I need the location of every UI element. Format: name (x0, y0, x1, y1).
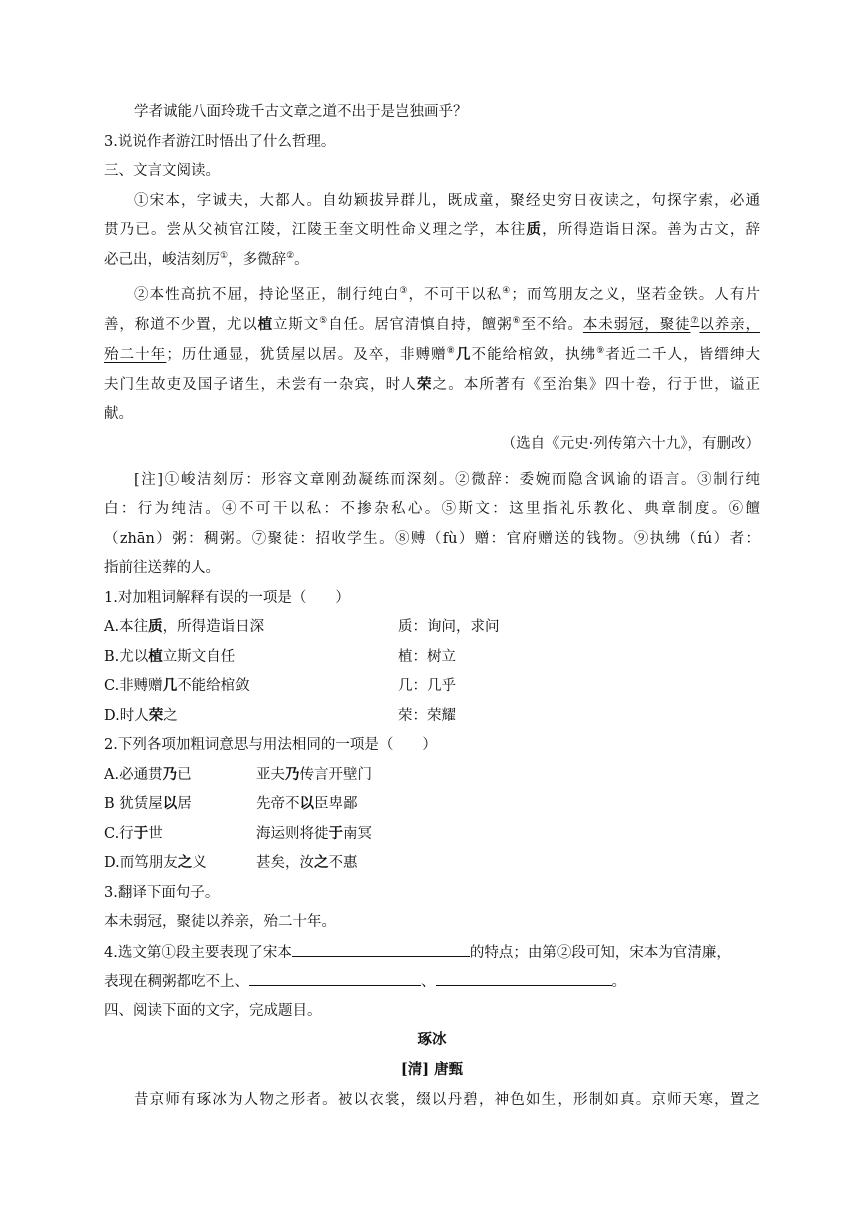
q2-compare-b (256, 794, 358, 814)
passage-author: [清] 唐甄 (400, 1061, 464, 1078)
bold-word: 于 (328, 825, 343, 842)
passage-line (104, 315, 760, 335)
text-span: 立斯文 (273, 317, 320, 333)
footnote-marker: ⑥ (512, 316, 522, 326)
note-line: 指前往送葬的人。 (104, 560, 220, 576)
answer-blank[interactable] (436, 971, 612, 986)
text-span: A.本往 (104, 619, 149, 635)
text-span: 贯乃已。尝从父祯官江陵，江陵王奎文明性命义理之学，本往 (104, 222, 527, 238)
passage-line (104, 250, 760, 270)
footnote-marker: ④ (502, 286, 512, 296)
passage-title: 琢冰 (417, 1031, 447, 1048)
text-span: C.行 (104, 826, 134, 842)
footnote-marker: ③ (399, 286, 409, 296)
bold-word: 乃 (162, 766, 178, 783)
footnote-marker: ⑧ (446, 346, 456, 356)
q1-explanation-c: 几：几乎 (398, 678, 456, 694)
q2-option-d (104, 853, 207, 873)
text-span: ，所得造诣日深。善为古文，辞 (542, 222, 761, 238)
text-span: ②本性高抗不屈，持论坚正，制行纯白 (134, 287, 400, 303)
source-citation: （选自《元史·列传第六十九》，有删改） (501, 436, 760, 452)
text-span: ，不可干以私 (408, 287, 503, 303)
q1-option-b (104, 647, 235, 667)
text-span: 先帝不 (256, 796, 300, 812)
text-span: 不惠 (328, 855, 358, 871)
text-span: 世 (148, 826, 163, 842)
text-span: D.时人 (104, 708, 149, 724)
passage-line: ①宋本，字诚夫，大都人。自幼颖拔异群儿，既成童，聚经史穷日夜读之，句探字索，必通 (134, 193, 760, 209)
q1-explanation-d: 荣：荣耀 (398, 708, 456, 724)
bold-word: 植 (257, 316, 274, 333)
q2-option-c (104, 824, 163, 844)
bold-word: 之 (314, 854, 329, 871)
passage-line: 献。 (104, 406, 133, 422)
text-span: ；历仕通显，犹赁屋以居。及卒，非赙赠 (166, 347, 447, 363)
footnote-marker: ⑨ (596, 346, 606, 356)
question-4-cont (104, 971, 760, 992)
text-span: 居 (177, 796, 192, 812)
text-span: 不能给棺敛 (177, 678, 250, 694)
bold-word: 植 (148, 648, 163, 665)
footnote-marker: ① (220, 251, 229, 261)
bold-word: 于 (133, 825, 149, 842)
q2-compare-a (256, 765, 372, 785)
text-span: 至不给。 (521, 317, 583, 333)
text-span: 夫门生故吏及国子诸生，未尝有一杂宾，时人 (104, 377, 417, 393)
text-span: 立斯文自任 (162, 649, 236, 665)
text-span: 者近二千人，皆缙绅大 (605, 347, 761, 363)
underlined-text: 本未弱冠，聚徒 (582, 317, 691, 333)
text-span: 臣卑鄙 (314, 796, 358, 812)
text-span: 海运则将徙 (256, 826, 329, 842)
text-span: 义 (192, 855, 207, 871)
bold-word: 乃 (285, 766, 300, 783)
text-span: 。 (294, 252, 309, 268)
bold-word: 以 (299, 795, 314, 812)
q1-option-a (104, 617, 264, 637)
footnote-marker: ⑤ (319, 316, 329, 326)
bold-word: 荣 (416, 376, 433, 393)
text-span: 甚矣，汝 (256, 855, 314, 871)
text-span: 不能给棺敛，执绋 (471, 347, 597, 363)
text-span: 传言开壁门 (299, 767, 372, 783)
bold-word: 几 (162, 677, 178, 694)
q2-compare-d (256, 853, 358, 873)
text-span: 自任。居官清慎自持，饘粥 (328, 317, 513, 333)
q1-explanation-a: 质：询问，求问 (398, 619, 500, 635)
note-line: 白：行为纯洁。④不可干以私：不掺杂私心。⑤斯文：这里指礼乐教化、典章制度。⑥饘 (104, 501, 760, 517)
text-span: C.非赙赠 (104, 678, 163, 694)
text-span: 的特点；由第②段可知，宋本为官清廉， (469, 945, 731, 961)
text-span: ，多微辞 (228, 252, 287, 268)
text-span: 。 (611, 974, 626, 990)
text-span: 之 (163, 708, 178, 724)
q1-option-d (104, 706, 178, 726)
q1-option-c (104, 676, 250, 696)
passage-line (104, 375, 760, 395)
text-span: ，所得造诣日深 (162, 619, 265, 635)
text-span: 之。本所著有《至治集》四十卷，行于世，谥正 (432, 377, 761, 393)
text-span: 善，称道不少置，尤以 (104, 317, 258, 333)
passage-line: 昔京师有琢冰为人物之形者。被以衣裳，缀以丹碧，神色如生，形制如真。京师天寒，置之 (134, 1092, 760, 1108)
answer-blank[interactable] (292, 942, 470, 957)
text-span: 南冥 (343, 826, 372, 842)
section-heading: 三、文言文阅读。 (104, 163, 220, 179)
q2-option-a (104, 765, 192, 785)
q1-explanation-b: 植：树立 (398, 649, 456, 665)
text-span: 已 (177, 767, 192, 783)
text-span: B 犹赁屋 (104, 796, 163, 812)
text-span: 必己出，峻洁刻厉 (104, 252, 220, 268)
passage-line (104, 345, 760, 365)
answer-blank[interactable] (249, 971, 421, 986)
passage-line (134, 285, 760, 305)
footnote-marker: ⑦ (690, 316, 700, 326)
question-3: 3.翻译下面句子。 (104, 885, 220, 901)
question-2: 2.下列各项加粗词意思与用法相同的一项是（ ） (104, 737, 437, 753)
text-span: 亚夫 (256, 767, 285, 783)
text-span: D.而笃朋友 (104, 855, 178, 871)
footnote-marker: ② (286, 251, 295, 261)
section-heading: 四、阅读下面的文字，完成题目。 (104, 1003, 322, 1019)
bold-word: 荣 (148, 707, 164, 724)
underlined-text: 以养亲， (699, 317, 761, 333)
text-span: 、 (421, 974, 436, 990)
text-line: 学者诚能八面玲珑千古文章之道不出于是岂独画乎？ (134, 104, 468, 120)
bold-word: 质 (148, 618, 163, 635)
bold-word: 以 (162, 795, 178, 812)
question-1: 1.对加粗词解释有误的一项是（ ） (104, 590, 350, 606)
underlined-text: 殆二十年 (104, 347, 167, 363)
note-line: [注]①峻洁刻厉：形容文章刚劲凝练而深刻。②微辞：委婉而隐含讽谕的语言。③制行纯 (134, 472, 760, 488)
passage-line (104, 220, 760, 240)
text-span: 4.选文第①段主要表现了宋本 (104, 945, 292, 961)
text-span: B.尤以 (104, 649, 149, 665)
question-4 (104, 942, 760, 963)
text-span: 表现在稠粥都吃不上、 (104, 974, 249, 990)
note-line: （zhān）粥：稠粥。⑦聚徒：招收学生。⑧赙（fù）赠：官府赠送的钱物。⑨执绋（fú）者： (104, 531, 760, 547)
bold-word: 之 (177, 854, 193, 871)
q2-compare-c (256, 824, 372, 844)
q2-option-b (104, 794, 192, 814)
question-3-sentence: 本未弱冠，聚徒以养亲，殆二十年。 (104, 914, 336, 930)
bold-word: 几 (455, 346, 472, 363)
text-span: A.必通贯 (104, 767, 163, 783)
question-text: 3.说说作者游江时悟出了什么哲理。 (104, 134, 336, 150)
bold-word: 质 (526, 221, 543, 238)
text-span: ；而笃朋友之义，坚若金铁。人有片 (511, 287, 761, 303)
